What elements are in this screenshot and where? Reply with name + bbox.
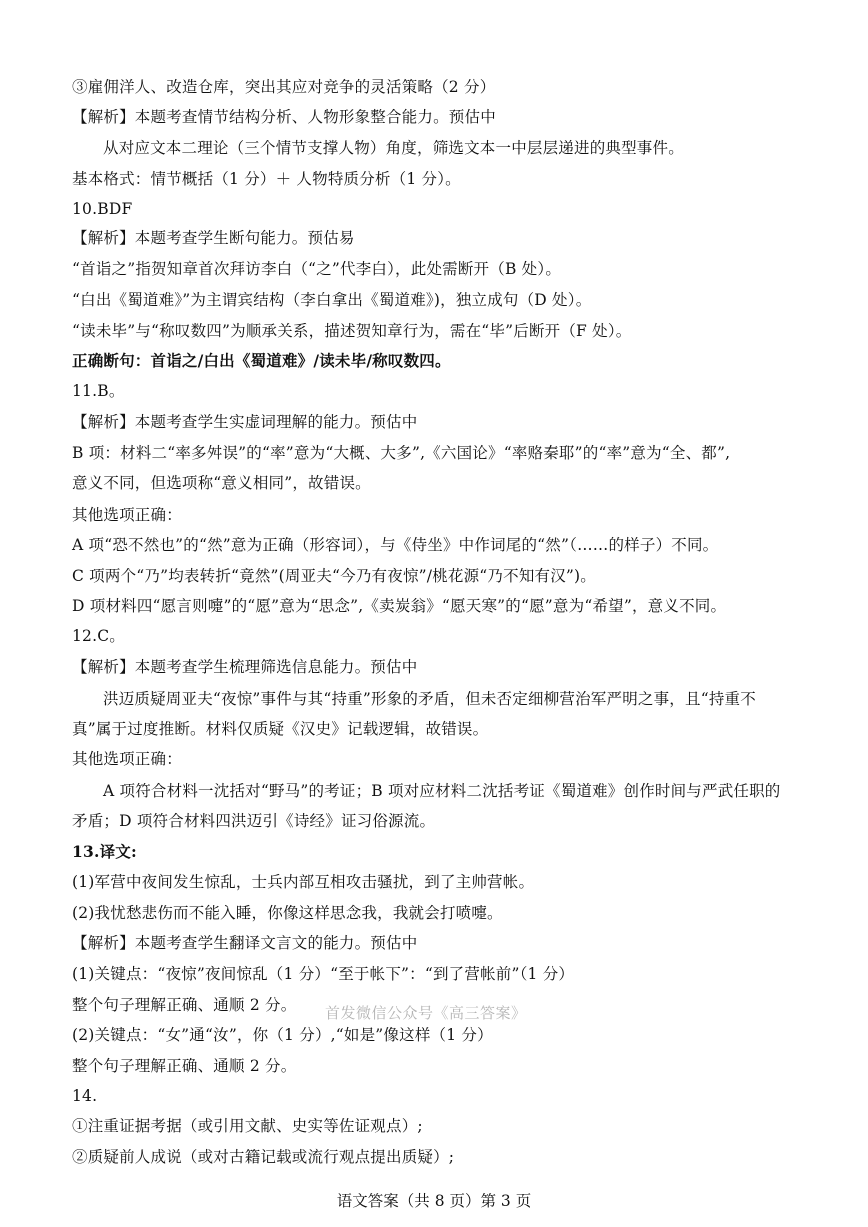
text-line: 基本格式：情节概括（1 分）＋ 人物特质分析（1 分）。 bbox=[72, 170, 461, 188]
text-line: 【解析】本题考查学生断句能力。预估易 bbox=[72, 229, 355, 247]
text-line: C 项两个“乃”均表转折“竟然”(周亚夫“今乃有夜惊”/桃花源“乃不知有汉”)。 bbox=[72, 567, 596, 585]
text-line: (1)军营中夜间发生惊乱，士兵内部互相攻击骚扰，到了主帅营帐。 bbox=[72, 873, 535, 891]
question-number: 11.B。 bbox=[72, 382, 125, 400]
text-line: ①注重证据考据（或引用文献、史实等佐证观点）; bbox=[72, 1117, 423, 1135]
text-line: ③雇佣洋人、改造仓库，突出其应对竞争的灵活策略（2 分） bbox=[72, 78, 496, 96]
text-line: B 项：材料二“率多舛误”的“率”意为“大概、大多”,《六国论》“率赂秦耶”的“率”意为“全、都”, bbox=[72, 444, 731, 462]
text-line: 整个句子理解正确、通顺 2 分。 bbox=[72, 1057, 297, 1075]
question-number: 12.C。 bbox=[72, 627, 126, 645]
text-line: 矛盾；D 项符合材料四洪迈引《诗经》证习俗源流。 bbox=[72, 812, 436, 830]
text-line: “白出《蜀道难》”为主谓宾结构（李白拿出《蜀道难》)，独立成句（D 处）。 bbox=[72, 291, 592, 309]
text-line: 【解析】本题考查学生实虚词理解的能力。预估中 bbox=[72, 413, 418, 431]
question-number: 14. bbox=[72, 1087, 98, 1105]
text-line: 洪迈质疑周亚夫“夜惊”事件与其“持重”形象的矛盾，但未否定细柳营治军严明之事，且“持重不 bbox=[103, 690, 756, 708]
text-line: ②质疑前人成说（或对古籍记载或流行观点提出质疑）; bbox=[72, 1148, 455, 1166]
text-line: A 项“恐不然也”的“然”意为正确（形容词），与《侍坐》中作词尾的“然”（……的样子）不同。 bbox=[72, 536, 719, 554]
text-line: 整个句子理解正确、通顺 2 分。 bbox=[72, 996, 297, 1014]
watermark: 首发微信公众号《高三答案》 bbox=[325, 1004, 527, 1022]
text-line: 【解析】本题考查学生翻译文言文的能力。预估中 bbox=[72, 934, 418, 952]
question-number: 13.译文: bbox=[72, 842, 137, 861]
text-line: “读未毕”与“称叹数四”为顺承关系，描述贺知章行为，需在“毕”后断开（F 处）。 bbox=[72, 322, 632, 340]
text-line: 真”属于过度推断。材料仅质疑《汉史》记载逻辑，故错误。 bbox=[72, 720, 489, 738]
text-line: (1)关键点：“夜惊”夜间惊乱（1 分）“至于帐下”：“到了营帐前”（1 分） bbox=[72, 965, 575, 983]
text-line: A 项符合材料一沈括对“野马”的考证；B 项对应材料二沈括考证《蜀道难》创作时间与严武任职的 bbox=[103, 782, 781, 800]
text-line: 【解析】本题考查学生梳理筛选信息能力。预估中 bbox=[72, 658, 418, 676]
text-line: D 项材料四“愿言则嚏”的“愿”意为“思念”,《卖炭翁》“愿天寒”的“愿”意为“希望”，意义不同。 bbox=[72, 597, 727, 615]
text-line: 从对应文本二理论（三个情节支撑人物）角度，筛选文本一中层层递进的典型事件。 bbox=[103, 139, 684, 157]
text-line: 其他选项正确： bbox=[72, 506, 182, 524]
text-line: 正确断句：首诣之/白出《蜀道难》/读未毕/称叹数四。 bbox=[72, 351, 451, 370]
text-line: “首诣之”指贺知章首次拜访李白（“之”代李白），此处需断开（B 处）。 bbox=[72, 260, 562, 278]
text-line: (2)我忧愁悲伤而不能入睡，你像这样思念我，我就会打喷嚏。 bbox=[72, 904, 503, 922]
text-line: 其他选项正确： bbox=[72, 750, 182, 768]
text-line: 意义不同，但选项称“意义相同”，故错误。 bbox=[72, 474, 371, 492]
page-footer: 语文答案（共 8 页）第 3 页 bbox=[336, 1192, 532, 1210]
text-line: (2)关键点：“女”通“汝”，你（1 分）,“如是”像这样（1 分） bbox=[72, 1026, 493, 1044]
question-number: 10.BDF bbox=[72, 200, 133, 218]
text-line: 【解析】本题考查情节结构分析、人物形象整合能力。预估中 bbox=[72, 108, 496, 126]
